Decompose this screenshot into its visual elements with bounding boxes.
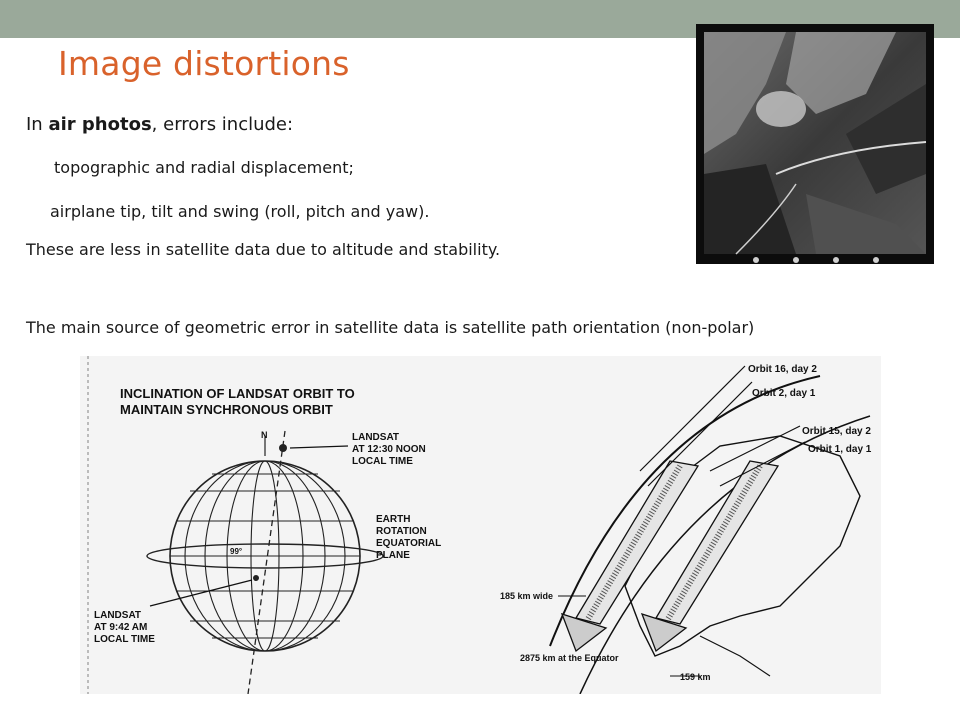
landsat-am-2: AT 9:42 AM [94,622,148,633]
equatorial-2: PLANE [376,550,410,561]
intro-prefix: In [26,114,49,135]
orbit-1-label: Orbit 1, day 1 [808,444,872,455]
intro-suffix: , errors include: [151,114,294,135]
bullet-airplane: airplane tip, tilt and swing (roll, pitch and yaw). [50,202,430,221]
bullet-topographic: topographic and radial displacement; [54,158,354,177]
overlap-label: 159 km [680,672,711,682]
orbit-15-label: Orbit 15, day 2 [802,426,871,437]
slide-title: Image distortions [58,44,350,83]
earth-rotation-1: EARTH [376,514,411,525]
swath-width-label: 185 km wide [500,591,554,601]
landsat-noon-3: LOCAL TIME [352,456,413,467]
earth-rotation-2: ROTATION [376,526,427,537]
aerial-photo [696,24,934,264]
north-label: N [261,430,268,440]
intro-bold: air photos [48,114,152,135]
equator-distance-label: 2875 km at the Equator [520,653,619,663]
landsat-noon-1: LANDSAT [352,432,400,443]
diagram-heading-1: INCLINATION OF LANDSAT ORBIT TO [120,386,355,401]
diagram-heading-2: MAINTAIN SYNCHRONOUS ORBIT [120,402,333,417]
orbit-2-label: Orbit 2, day 1 [752,388,816,399]
equatorial-1: EQUATORIAL [376,538,442,549]
orbit-16-label: Orbit 16, day 2 [748,364,817,375]
landsat-orbit-diagram [80,356,881,694]
landsat-noon-2: AT 12:30 NOON [352,444,426,455]
landsat-am-3: LOCAL TIME [94,634,155,645]
angle-label: 99° [230,547,243,556]
main-source-line: The main source of geometric error in satellite data is satellite path orientation (non-polar) [26,318,755,337]
intro-line [26,114,293,135]
note-line: These are less in satellite data due to altitude and stability. [26,240,501,259]
landsat-am-1: LANDSAT [94,610,142,621]
